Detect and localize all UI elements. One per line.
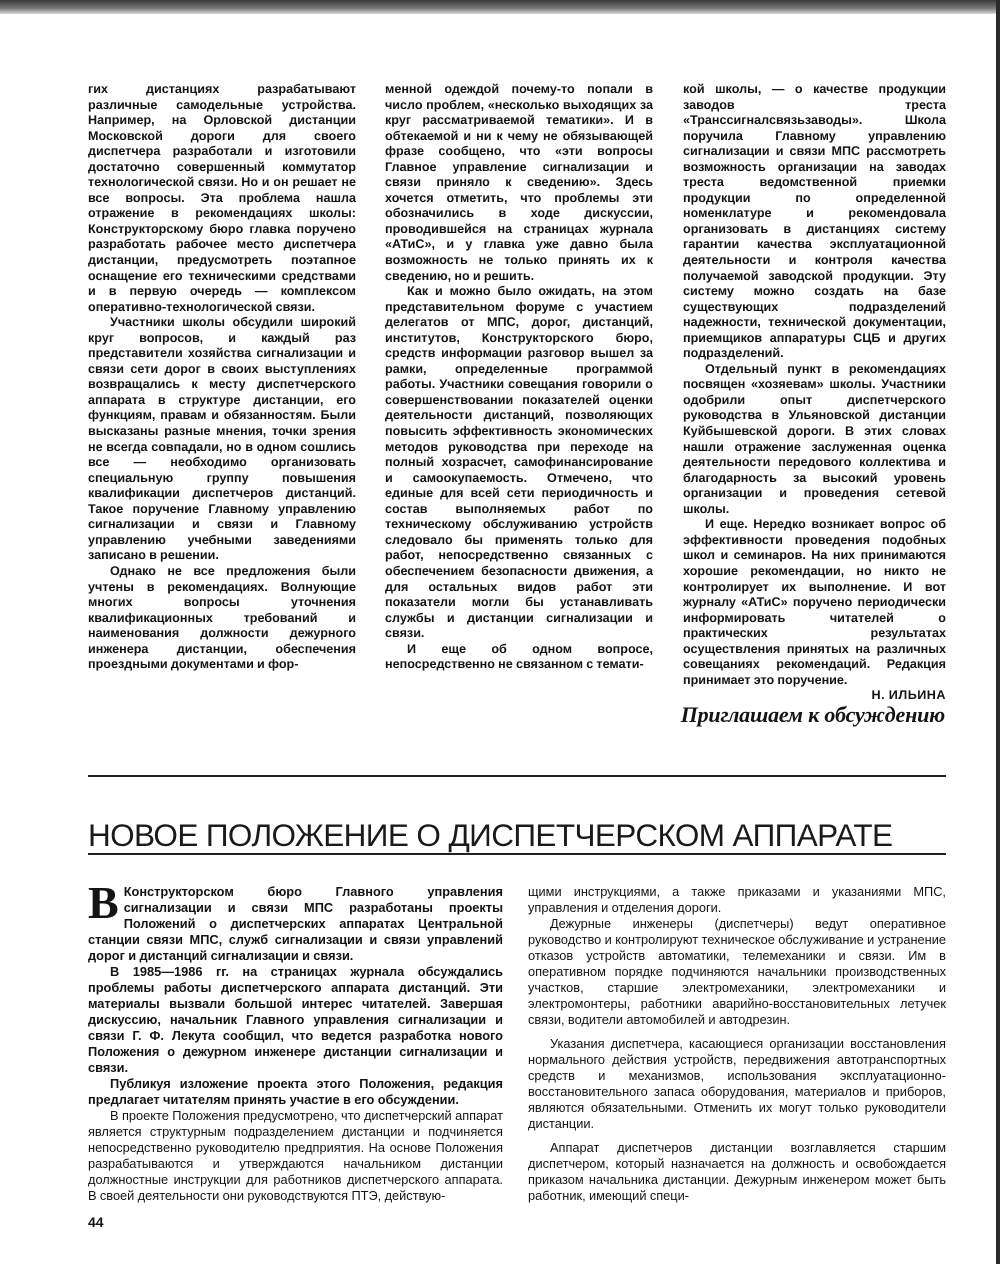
article-headline: НОВОЕ ПОЛОЖЕНИЕ О ДИСПЕТЧЕРСКОМ АППАРАТЕ [88, 817, 893, 854]
column-paragraph: Участники школы обсудили широкий круг вопросов, и каждый раз представители хозяйства сигнализации и связи сети дорог в своих выступлениях возвращались к месту диспетчерского аппарата в структуре дистанции, его функциям, правам и обязанностям. Были высказаны разные мнения, точки зрения не всегда совпадали, но в одном сошлись все — необходимо организовать специальную группу повышения квалификации диспетчеров дистанций. Такое поручение Главному управлению сигнализации и связи и Главному управлению учебными заведениями записано в решении. [88, 315, 356, 563]
body-paragraph: В проекте Положения предусмотрено, что диспетчерский аппарат является структурным подразделением дистанции и подчиняется непосредственно руководителю предприятия. На основе Положения разрабатываются и утверждаются начальником дистанции должностные инструкции для работников диспетчерского аппарата. В своей деятельности они руководствуются ПТЭ, действую- [88, 1108, 503, 1203]
body-paragraph: Аппарат диспетчеров дистанции возглавляется старшим диспетчером, который назначается на должность и освобождается приказом начальника дистанции. Дежурным инженером может быть работник, имеющий специ- [528, 1140, 946, 1203]
article-column-1 [88, 877, 503, 1204]
column-paragraph: И еще. Нередко возникает вопрос об эффективности проведения подобных школ и семинаров. На них принимаются хорошие рекомендации, но никто не контролирует их выполнение. И вот журналу «АТиС» поручено периодически информировать читателей о практических результатах осуществления принятых на различных совещаниях рекомендаций. Редакция принимает это поручение. [683, 517, 946, 687]
column-paragraph: кой школы, — о качестве продукции заводов треста «Транссигналсвязьзаводы». Школа поручила Главному управлению сигнализации и связи МПС рассмотреть возможность организации на заводах треста ведомственной приемки продукции по определенной номенклатуре и рекомендовала организовать в дистанциях систему гарантии качества эксплуатационной деятельности и контроля качества получаемой заводской продукции. Эту систему можно создать на базе существующих подразделений надежности, технической документации, приемщиков аппаратуры СЦБ и других подразделений. [683, 82, 946, 361]
scan-edge-top [0, 0, 1000, 14]
scan-edge-right [996, 0, 1000, 1264]
column-paragraph: Отдельный пункт в рекомендациях посвящен «хозяевам» школы. Участники одобрили опыт диспетчерского руководства в Ульяновской дистанции Куйбышевской дороги. В этих словах нашли отражение заслуженная оценка деятельности передового коллектива и благодарность за высокий уровень организации и проведения сетевой школы. [683, 361, 946, 516]
column-top-1 [88, 82, 356, 673]
column-paragraph: гих дистанциях разрабатывают различные самодельные устройства. Например, на Орловской дистанции Московской дороги для своего диспетчера разработали и изготовили достаточно совершенный коммутатор технологической связи. Но и он решает не все вопросы. Эта проблема нашла отражение в рекомендациях школы: Конструкторскому бюро главка поручено разработать рабочее место диспетчера дистанции, предусмотреть поэтапное оснащение его техническими средствами и в первую очередь — комплексом оперативно-технологической связи. [88, 82, 356, 314]
body-paragraph: Указания диспетчера, касающиеся организации восстановления нормального действия устройств, передвижения автотранспортных средств и механизмов, использования эксплуатационно-восстановительного запаса оборудования, материалов и приборов, являются обязательными. Отменить их могут только руководители дистанции. [528, 1036, 946, 1131]
body-paragraph: Дежурные инженеры (диспетчеры) ведут оперативное руководство и контролируют техническое обслуживание и устранение отказов устройств автоматики, телемеханики и связи. Им в оперативном порядке подчиняются начальники производственных участков, старшие электромеханики, электромеханики и электромонтеры, работники аварийно-восстановительных летучек связи, водители автомобилей и автодрезин. [528, 916, 946, 1027]
column-paragraph: И еще об одном вопросе, непосредственно не связанном с темати- [385, 641, 653, 672]
intro-paragraph: В Конструкторском бюро Главного управления сигнализации и связи МПС разработаны проекты Положений о диспетчерских аппаратах Центральной станции связи МПС, служб сигнализации и связи управлений дорог и дистанций сигнализации и связи. [88, 877, 503, 963]
column-paragraph: менной одеждой почему-то попали в число проблем, «несколько выходящих за круг рассматриваемой тематики». И в обтекаемой и ни к чему не обязывающей фразе сообщено, что «эти вопросы Главное управление сигнализации и связи приняло к сведению». Здесь хочется отметить, что проблемы эти обозначились в ходе дискуссии, проводившейся на страницах журнала «АТиС», и у главка уже давно была возможность не только принять их к сведению, но и решить. [385, 82, 653, 283]
column-paragraph: Однако не все предложения были учтены в рекомендациях. Волнующие многих вопросы уточнения квалификационных требований и наименования должности дежурного инженера дистанции, обеспечения проездными документами и фор- [88, 563, 356, 672]
body-paragraph: щими инструкциями, а также приказами и указаниями МПС, управления и отделения дороги. [528, 884, 946, 915]
headline-rule-bottom [88, 853, 946, 855]
page-number: 44 [88, 1214, 104, 1230]
section-rubric: Приглашаем к обсуждению [680, 702, 945, 727]
column-top-2 [385, 82, 653, 673]
column-top-3 [683, 82, 946, 704]
headline-rule-top [88, 775, 946, 777]
intro-paragraph: Публикуя изложение проекта этого Положения, редакция предлагает читателям принять участие в его обсуждении. [88, 1076, 503, 1107]
author-signature: Н. ИЛЬИНА [871, 688, 946, 703]
drop-cap: В [88, 877, 119, 928]
column-paragraph: Как и можно было ожидать, на этом представительном форуме с участием делегатов от МПС, дорог, дистанций, институтов, Конструкторского бюро, средств информации разговор вышел за рамки, определенные программой работы. Участники совещания говорили о совершенствовании показателей оценки деятельности дистанций, позволяющих повысить эффективность экономических методов руководства при переходе на полный хозрасчет, самофинансирование и самоокупаемость. Отмечено, что единые для всей сети периодичность и состав выполняемых работ по техническому обслуживанию устройств следовало бы применять только для работ, непосредственно связанных с обеспечением безопасности движения, а для остальных видов работ эти показатели могли бы устанавливать службы и дистанции сигнализации и связи. [385, 284, 653, 641]
intro-paragraph: В 1985—1986 гг. на страницах журнала обсуждались проблемы работы диспетчерского аппарата дистанций. Эти материалы вызвали большой интерес читателей. Завершая дискуссию, начальник Главного управления сигнализации и связи Г. Ф. Лекута сообщил, что ведется разработка нового Положения о дежурном инженере дистанции сигнализации и связи. [88, 964, 503, 1075]
article-column-2 [528, 884, 946, 1204]
